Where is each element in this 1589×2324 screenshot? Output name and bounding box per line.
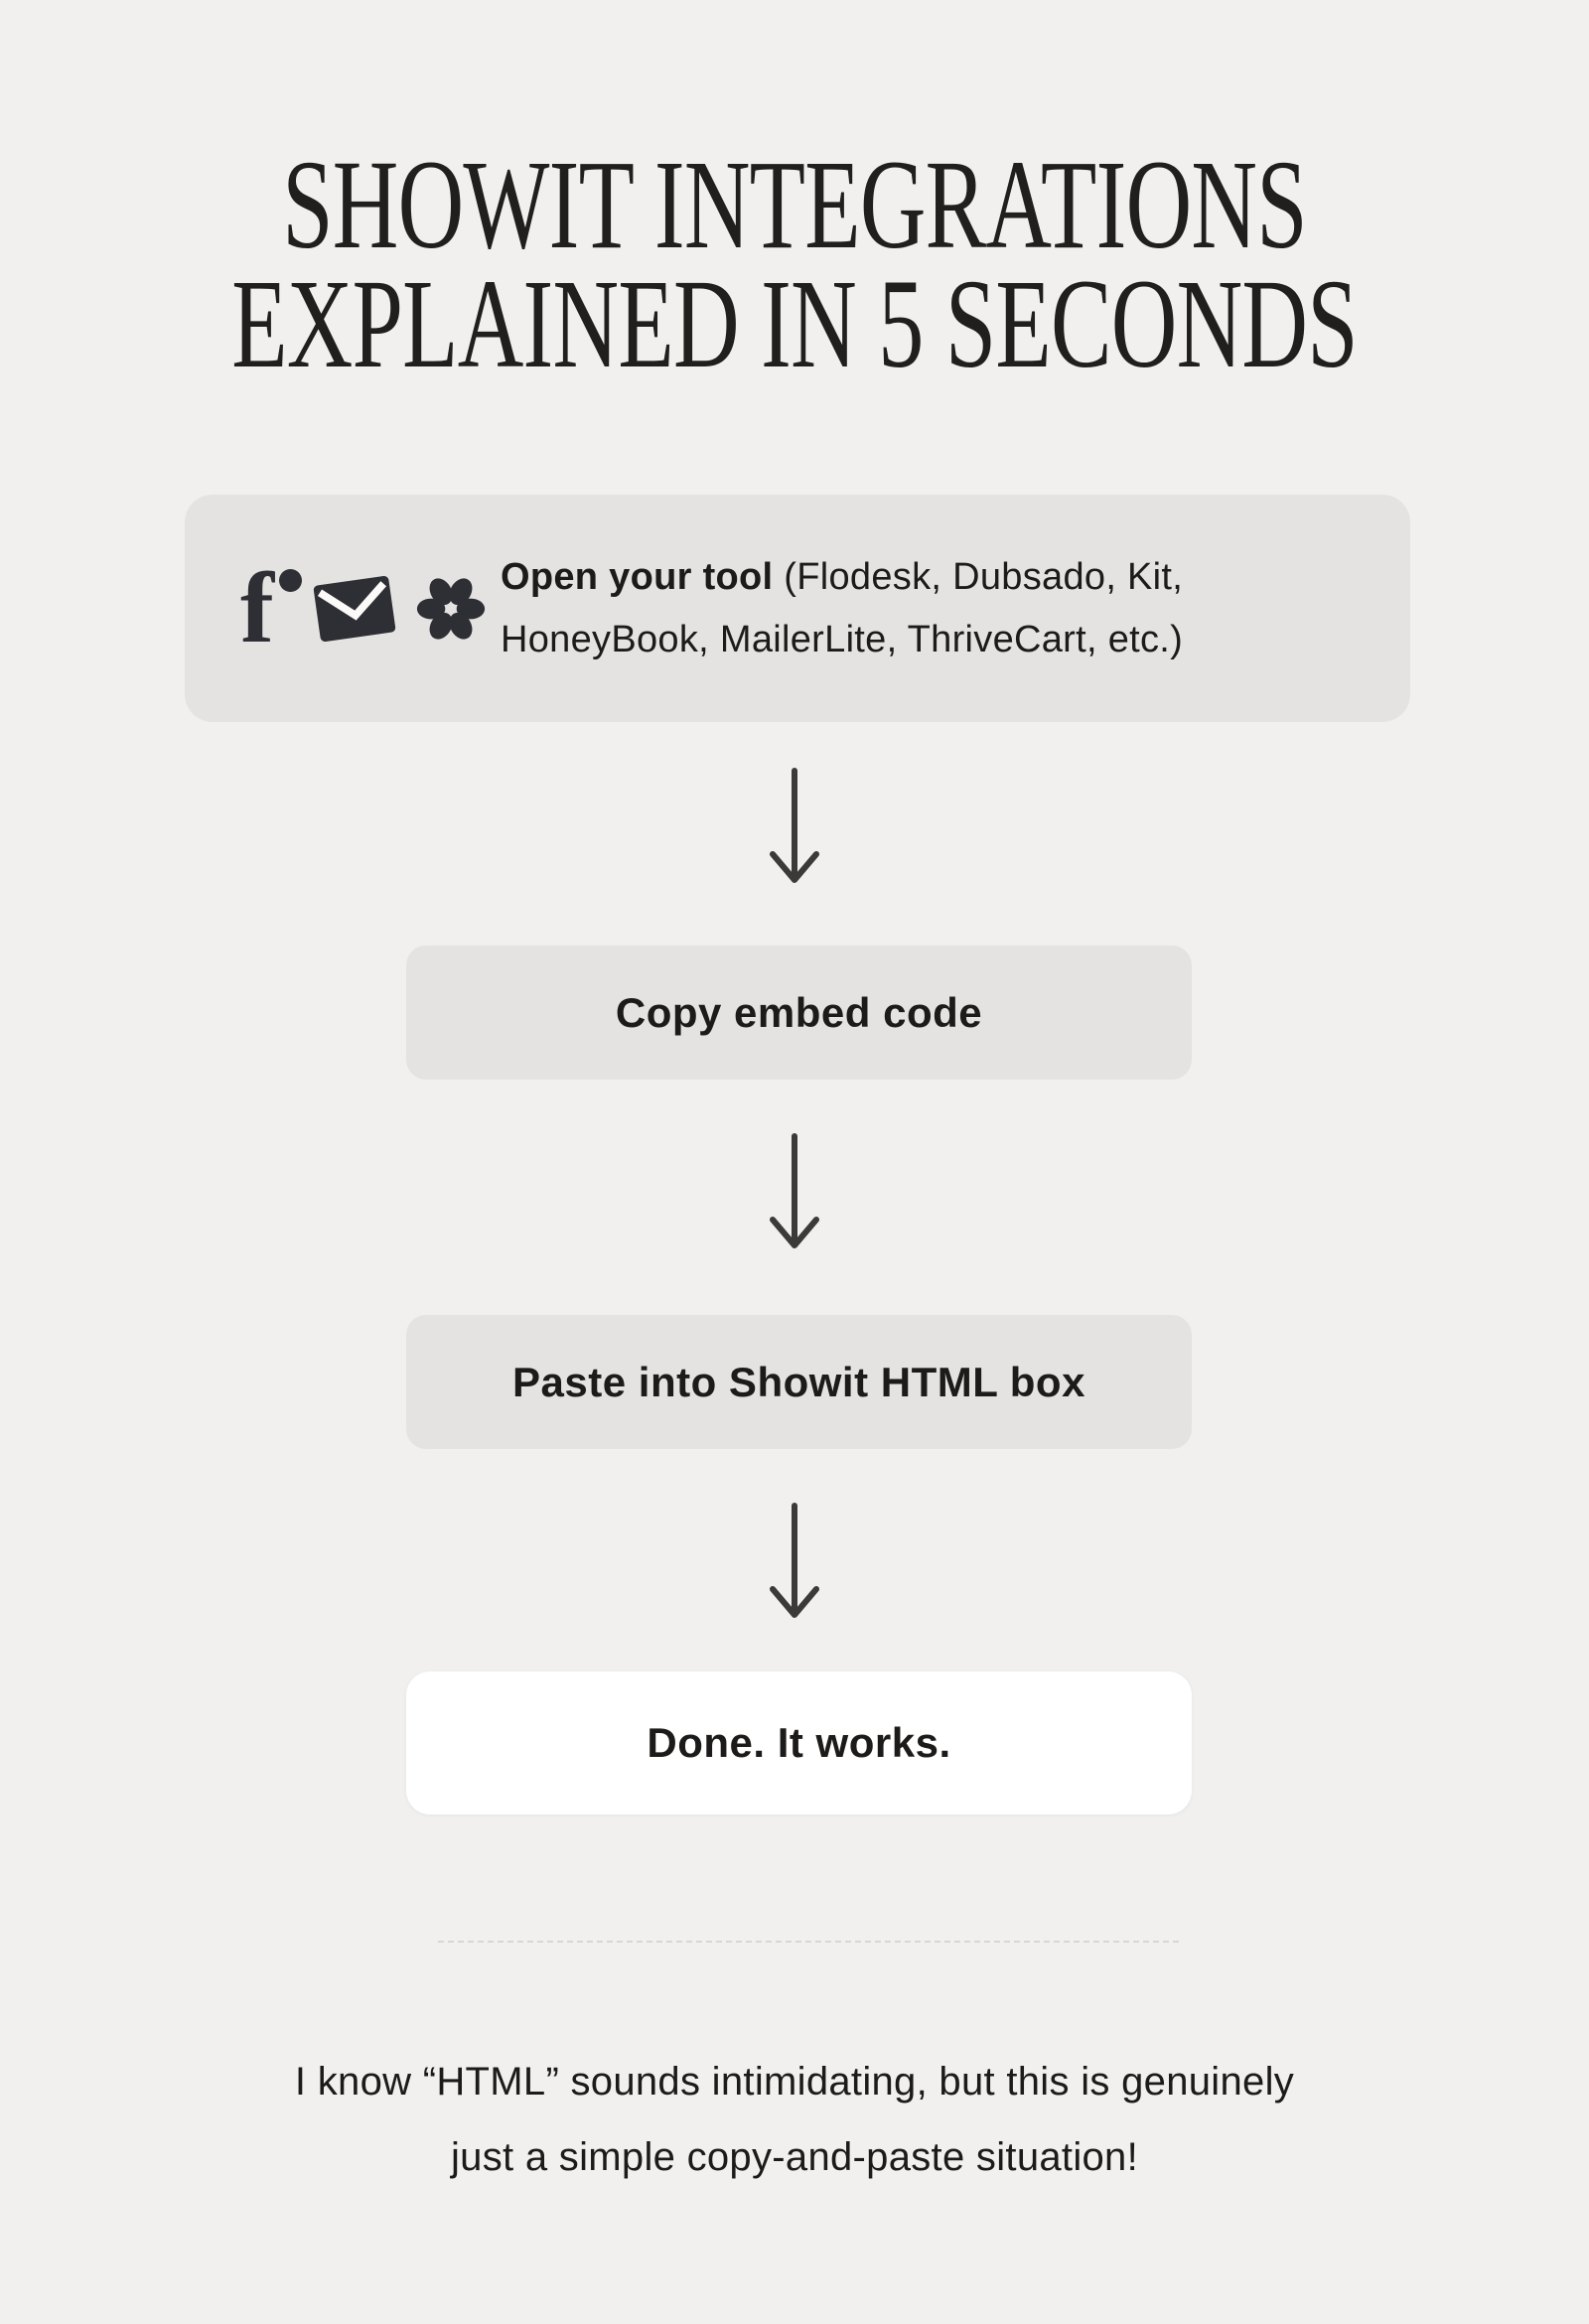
step-open-tool-box [185, 495, 1410, 722]
step-open-tool-line-2: HoneyBook, MailerLite, ThriveCart, etc.) [501, 618, 1184, 660]
down-arrow-icon [767, 1502, 822, 1627]
step-done-label: Done. It works. [647, 1719, 951, 1766]
flodesk-f-icon [240, 551, 294, 664]
tool-icons-row [240, 495, 487, 722]
flodesk-dot [279, 569, 302, 592]
footer-note [0, 2044, 1589, 2195]
divider-line [438, 1941, 1179, 1943]
flower-icon [415, 573, 487, 645]
footer-line-2: just a simple copy-and-paste situation! [450, 2135, 1139, 2179]
flodesk-f-glyph: f [240, 551, 274, 664]
step-copy-embed-box [406, 945, 1192, 1080]
footer-line-1: I know “HTML” sounds intimidating, but this is genuinely [294, 2060, 1295, 2104]
page-title [0, 134, 1589, 394]
title-line-1: SHOWIT INTEGRATIONS [282, 134, 1307, 275]
step-paste-html-label: Paste into Showit HTML box [512, 1358, 1085, 1405]
step-open-tool-bold: Open your tool [501, 555, 774, 598]
title-line-2: EXPLAINED IN 5 SECONDS [231, 253, 1358, 394]
down-arrow-icon [767, 1132, 822, 1257]
step-copy-embed-label: Copy embed code [615, 988, 983, 1036]
envelope-icon [310, 571, 399, 646]
step-paste-html-box [406, 1315, 1192, 1449]
step-done-box [406, 1671, 1192, 1815]
step-open-tool-label [501, 495, 1374, 722]
down-arrow-icon [767, 767, 822, 892]
step-open-tool-line-1 [501, 546, 1374, 609]
step-open-tool-rest: (Flodesk, Dubsado, Kit, [773, 555, 1184, 598]
